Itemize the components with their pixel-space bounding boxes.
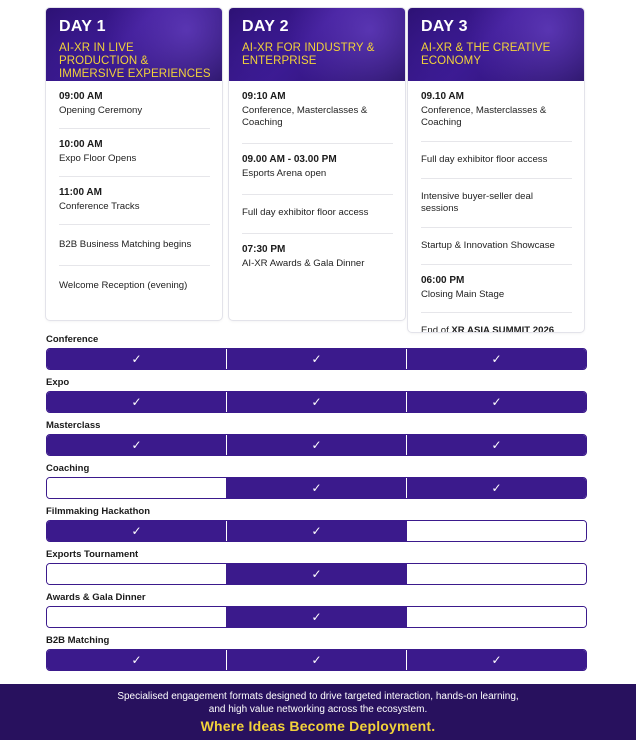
- matrix-row-label: Masterclass: [46, 420, 101, 431]
- matrix-cell-day-2: [226, 349, 406, 369]
- event-description: AI-XR Awards & Gala Dinner: [242, 258, 365, 269]
- day-3-theme: AI-XR & THE CREATIVE ECONOMY: [421, 42, 551, 67]
- event-description: B2B Business Matching begins: [59, 239, 192, 250]
- event-description: Intensive buyer-seller deal sessions: [421, 191, 533, 214]
- check-icon: ✓: [491, 395, 502, 409]
- schedule-item: [421, 142, 572, 179]
- matrix-bar: [46, 649, 587, 671]
- matrix-cell-day-3: [406, 650, 586, 670]
- matrix-cell-day-3: [406, 392, 586, 412]
- check-icon: ✓: [311, 395, 322, 409]
- matrix-row-filmmaking-hackathon: [46, 505, 587, 538]
- day-2-title: DAY 2: [242, 18, 289, 35]
- schedule-item: [59, 266, 210, 306]
- event-description: Expo Floor Opens: [59, 153, 137, 164]
- check-icon: ✓: [311, 653, 322, 667]
- schedule-item: [59, 129, 210, 177]
- schedule-item: [421, 179, 572, 228]
- schedule-item: [59, 177, 210, 225]
- matrix-cell-day-2: [226, 607, 406, 627]
- footer-line-2: and high value networking across the ecosystem.: [208, 703, 428, 715]
- schedule-item: [242, 144, 393, 195]
- matrix-cell-day-1: [47, 521, 226, 541]
- matrix-cell-day-3: [406, 521, 586, 541]
- event-description: Full day exhibitor floor access: [242, 207, 369, 218]
- day-2-header: [229, 8, 405, 81]
- matrix-row-label: Expo: [46, 377, 70, 388]
- schedule-item: [421, 265, 572, 313]
- event-time: 09:10 AM: [242, 91, 286, 102]
- schedule-item: [421, 228, 572, 265]
- summit-name: XR ASIA SUMMIT 2026: [451, 325, 555, 332]
- event-time: 09.00 AM - 03.00 PM: [242, 154, 337, 165]
- check-icon: ✓: [131, 438, 142, 452]
- matrix-bar: [46, 563, 587, 585]
- day-2-card: [229, 8, 405, 320]
- event-time: 10:00 AM: [59, 139, 103, 150]
- matrix-row-label: Exports Tournament: [46, 549, 139, 560]
- day-1-header: [46, 8, 222, 81]
- matrix-cell-day-2: [226, 564, 406, 584]
- day-3-card: [408, 8, 584, 332]
- matrix-bar: [46, 434, 587, 456]
- check-icon: ✓: [311, 610, 322, 624]
- matrix-row-expo: [46, 376, 587, 409]
- event-description: Opening Ceremony: [59, 105, 143, 116]
- day-1-theme: AI-XR IN LIVE PRODUCTION & IMMERSIVE EXPERIENCES: [59, 42, 211, 80]
- footer-line-1: Specialised engagement formats designed to drive targeted interaction, hands-on learning,: [117, 691, 519, 702]
- event-description: [421, 325, 572, 332]
- check-icon: ✓: [311, 352, 322, 366]
- event-description: Closing Main Stage: [421, 289, 505, 300]
- matrix-row-awards-gala-dinner: [46, 591, 587, 624]
- check-icon: ✓: [491, 352, 502, 366]
- matrix-cell-day-3: [406, 478, 586, 498]
- schedule-item: [242, 234, 393, 281]
- event-description: Full day exhibitor floor access: [421, 154, 548, 165]
- matrix-cell-day-1: [47, 478, 226, 498]
- matrix-bar: [46, 348, 587, 370]
- matrix-row-label: B2B Matching: [46, 635, 110, 646]
- matrix-cell-day-2: [226, 392, 406, 412]
- schedule-item: [59, 81, 210, 129]
- check-icon: ✓: [311, 567, 322, 581]
- matrix-bar: [46, 520, 587, 542]
- matrix-row-label: Awards & Gala Dinner: [46, 592, 146, 603]
- matrix-cell-day-1: [47, 650, 226, 670]
- event-description: Conference, Masterclasses & Coaching: [242, 105, 368, 128]
- matrix-bar: [46, 477, 587, 499]
- matrix-row-label: Conference: [46, 334, 99, 345]
- matrix-cell-day-2: [226, 650, 406, 670]
- event-description-text: End of: [421, 325, 452, 332]
- matrix-row-conference: [46, 333, 587, 366]
- check-icon: ✓: [131, 395, 142, 409]
- event-description: Conference, Masterclasses & Coaching: [421, 105, 547, 128]
- matrix-cell-day-3: [406, 607, 586, 627]
- event-time: 06:00 PM: [421, 275, 465, 286]
- footer-tagline: Where Ideas Become Deployment.: [200, 718, 436, 734]
- day-1-title: DAY 1: [59, 18, 106, 35]
- event-time: 11:00 AM: [59, 187, 102, 198]
- matrix-cell-day-3: [406, 349, 586, 369]
- schedule-item: [59, 225, 210, 266]
- check-icon: ✓: [131, 524, 142, 538]
- event-description: Welcome Reception (evening): [59, 280, 188, 291]
- check-icon: ✓: [311, 524, 322, 538]
- matrix-cell-day-1: [47, 607, 226, 627]
- day-1-card: [46, 8, 222, 320]
- event-time: 09:00 AM: [59, 91, 103, 102]
- matrix-cell-day-3: [406, 435, 586, 455]
- event-description: Conference Tracks: [59, 201, 140, 212]
- event-time: 07:30 PM: [242, 244, 286, 255]
- matrix-cell-day-2: [226, 521, 406, 541]
- day-columns: [46, 8, 588, 333]
- event-time: 09.10 AM: [421, 91, 464, 102]
- check-icon: ✓: [311, 438, 322, 452]
- matrix-row-masterclass: [46, 419, 587, 452]
- day-3-header: [408, 8, 584, 81]
- schedule-item: [421, 81, 572, 142]
- matrix-cell-day-2: [226, 478, 406, 498]
- matrix-bar: [46, 391, 587, 413]
- check-icon: ✓: [131, 653, 142, 667]
- check-icon: ✓: [311, 481, 322, 495]
- schedule-item: [242, 195, 393, 234]
- day-3-title: DAY 3: [421, 18, 468, 35]
- matrix-row-coaching: [46, 462, 587, 495]
- day-2-theme: AI-XR FOR INDUSTRY & ENTERPRISE: [242, 42, 375, 67]
- matrix-cell-day-2: [226, 435, 406, 455]
- schedule-item: [421, 313, 572, 332]
- event-description: Startup & Innovation Showcase: [421, 240, 555, 251]
- schedule-item: [242, 81, 393, 144]
- footer-banner: [0, 684, 636, 740]
- check-icon: ✓: [491, 481, 502, 495]
- matrix-cell-day-1: [47, 349, 226, 369]
- matrix-row-b2b-matching: [46, 634, 587, 667]
- check-icon: ✓: [491, 438, 502, 452]
- matrix-cell-day-1: [47, 435, 226, 455]
- matrix-cell-day-3: [406, 564, 586, 584]
- check-icon: ✓: [131, 352, 142, 366]
- check-icon: ✓: [491, 653, 502, 667]
- event-description: Esports Arena open: [242, 168, 327, 179]
- matrix-row-exports-tournament: [46, 548, 587, 581]
- matrix-row-label: Coaching: [46, 463, 90, 474]
- matrix-cell-day-1: [47, 392, 226, 412]
- footer-description: [0, 684, 636, 716]
- matrix-cell-day-1: [47, 564, 226, 584]
- matrix-row-label: Filmmaking Hackathon: [46, 506, 150, 517]
- matrix-bar: [46, 606, 587, 628]
